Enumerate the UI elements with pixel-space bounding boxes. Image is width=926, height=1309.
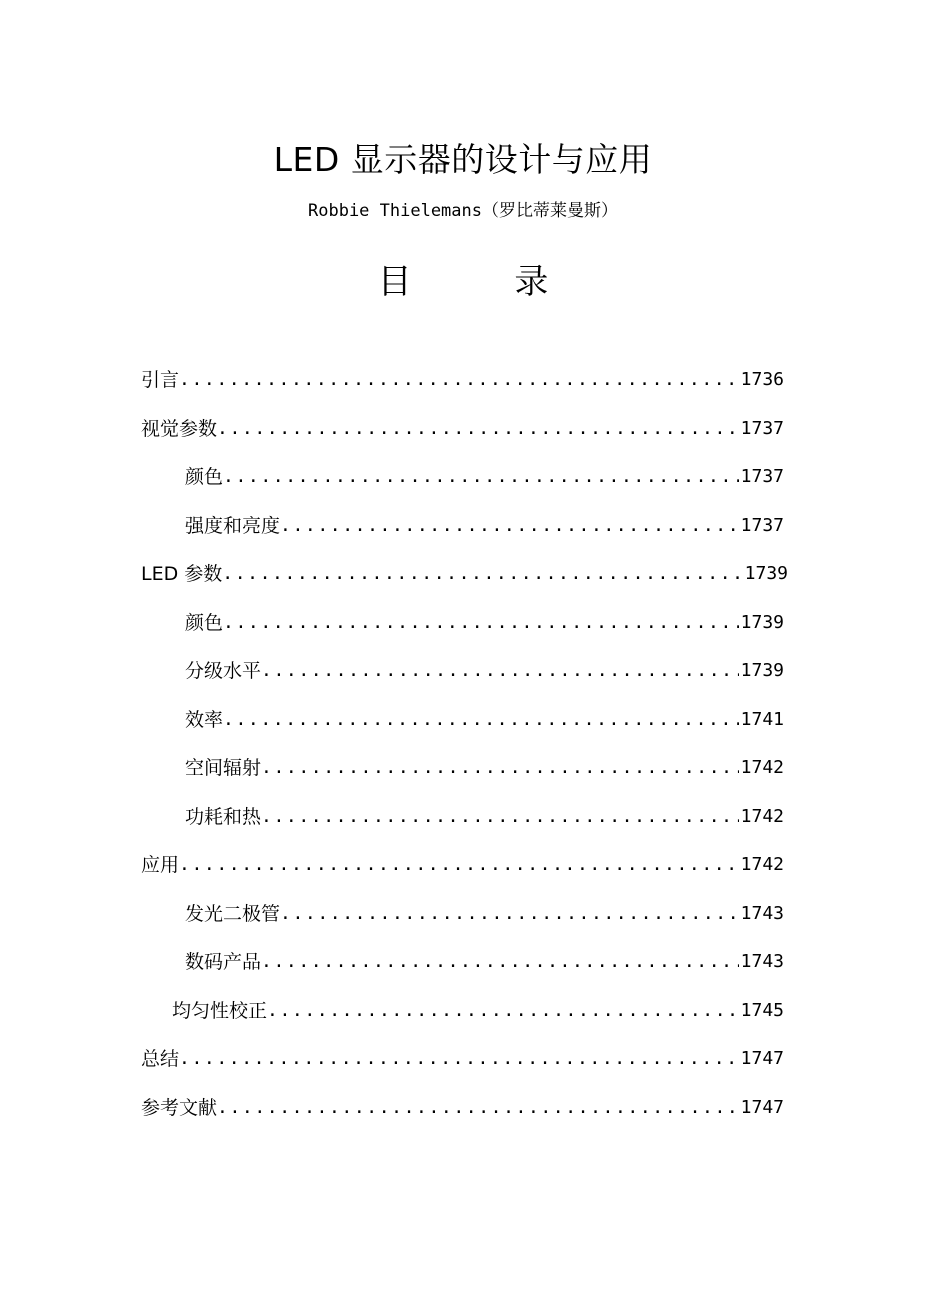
toc-entry-label: 应用 <box>141 854 180 876</box>
toc-entry-page: 1737 <box>740 466 784 487</box>
toc-entry-page: 1747 <box>740 1048 784 1069</box>
toc-entry[interactable] <box>185 705 784 735</box>
toc-entry[interactable] <box>185 656 784 686</box>
toc-entry[interactable] <box>141 365 784 395</box>
toc-dot-leader <box>280 511 739 541</box>
toc-entry-page: 1742 <box>740 757 784 778</box>
toc-entry[interactable] <box>185 608 784 638</box>
toc-entry-page: 1737 <box>740 418 784 439</box>
toc-entry[interactable] <box>185 947 784 977</box>
toc-entry-page: 1739 <box>740 612 784 633</box>
toc-entry-label: 总结 <box>141 1048 180 1070</box>
toc-entry[interactable] <box>141 850 784 880</box>
document-author: Robbie Thielemans（罗比蒂莱曼斯） <box>308 201 618 221</box>
toc-dot-leader <box>217 1093 739 1123</box>
toc-entry-label: 颜色 <box>185 612 224 634</box>
toc-entry-label: 效率 <box>185 709 224 731</box>
toc-entry-page: 1736 <box>740 369 784 390</box>
toc-entry-label: 视觉参数 <box>141 418 218 440</box>
document-title: LED 显示器的设计与应用 <box>273 140 653 179</box>
toc-entry-page: 1743 <box>740 951 784 972</box>
toc-entry[interactable] <box>185 511 784 541</box>
toc-entry-label: 均匀性校正 <box>172 1000 268 1022</box>
toc-entry[interactable] <box>185 462 784 492</box>
toc-entry[interactable] <box>141 1044 784 1074</box>
toc-entry[interactable] <box>141 559 788 589</box>
toc-dot-leader <box>261 802 739 832</box>
toc-entry-page: 1739 <box>740 660 784 681</box>
toc-entry-label: 数码产品 <box>185 951 262 973</box>
toc-entry-page: 1739 <box>744 563 788 584</box>
toc-entry-label: 发光二极管 <box>185 903 281 925</box>
toc-dot-leader <box>223 705 739 735</box>
toc-entry-label: 分级水平 <box>185 660 262 682</box>
toc-dot-leader <box>223 462 739 492</box>
toc-entry-page: 1742 <box>740 854 784 875</box>
toc-entry-label: 强度和亮度 <box>185 515 281 537</box>
toc-entry-page: 1742 <box>740 806 784 827</box>
toc-entry[interactable] <box>172 996 784 1026</box>
toc-dot-leader <box>222 559 742 589</box>
toc-dot-leader <box>179 365 739 395</box>
toc-dot-leader <box>179 1044 739 1074</box>
toc-dot-leader <box>261 753 739 783</box>
toc-entry-page: 1741 <box>740 709 784 730</box>
toc-entry[interactable] <box>141 414 784 444</box>
toc-dot-leader <box>267 996 739 1026</box>
toc-entry[interactable] <box>185 753 784 783</box>
toc-entry[interactable] <box>185 802 784 832</box>
toc-entry[interactable] <box>185 899 784 929</box>
toc-entry-label: 空间辐射 <box>185 757 262 779</box>
toc-entry-label: LED 参数 <box>141 563 223 585</box>
toc-entry-label: 颜色 <box>185 466 224 488</box>
toc-entry[interactable] <box>141 1093 784 1123</box>
toc-entry-label: 功耗和热 <box>185 806 262 828</box>
toc-dot-leader <box>261 656 739 686</box>
toc-entry-page: 1743 <box>740 903 784 924</box>
toc-entry-page: 1745 <box>740 1000 784 1021</box>
toc-entry-page: 1747 <box>740 1097 784 1118</box>
toc-entry-label: 引言 <box>141 369 180 391</box>
toc-heading: 目 录 <box>377 262 595 302</box>
toc-dot-leader <box>261 947 739 977</box>
toc-dot-leader <box>223 608 739 638</box>
toc-entry-page: 1737 <box>740 515 784 536</box>
toc-dot-leader <box>179 850 739 880</box>
toc-dot-leader <box>280 899 739 929</box>
toc-dot-leader <box>217 414 739 444</box>
toc-entry-label: 参考文献 <box>141 1097 218 1119</box>
